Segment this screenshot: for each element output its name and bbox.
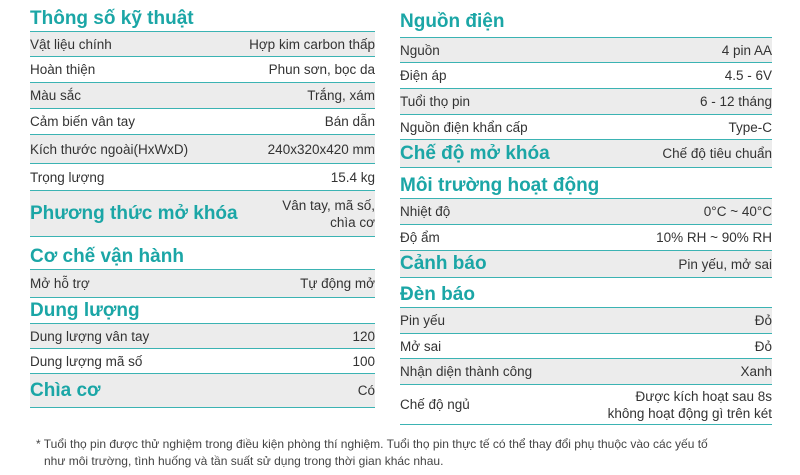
spec-value: 4 pin AA: [721, 42, 772, 58]
spec-label: Dung lượng mã số: [30, 353, 143, 369]
spec-row: [400, 38, 772, 63]
spec-label: Kích thước ngoài(HxWxD): [30, 141, 189, 157]
spec-label: Độ ẩm: [400, 230, 440, 245]
spec-value: Được kích hoạt sau 8s không hoạt động gì trên két: [607, 388, 772, 421]
section-title-power: Nguồn điện: [400, 6, 772, 38]
spec-column-right: [400, 6, 772, 425]
spec-value: 100: [352, 353, 375, 369]
spec-row: [400, 359, 772, 385]
spec-label: Mở hỗ trợ: [30, 276, 90, 291]
spec-value: 4.5 - 6V: [724, 68, 772, 83]
spec-value: Đỏ: [754, 313, 772, 328]
spec-value: Đỏ: [754, 338, 772, 354]
spec-row: [400, 334, 772, 359]
spec-label: Hoàn thiện: [30, 62, 96, 77]
spec-label: Chế độ ngủ: [400, 397, 470, 412]
spec-row: [30, 270, 375, 298]
spec-value: Trắng, xám: [307, 88, 375, 103]
spec-value: Tự động mở: [300, 276, 375, 291]
spec-value: 10% RH ~ 90% RH: [656, 230, 772, 245]
spec-label: Nhiệt độ: [400, 204, 451, 219]
spec-row: [30, 83, 375, 109]
spec-row: [30, 32, 375, 57]
unlock-mode-value: Chế độ tiêu chuẩn: [662, 146, 772, 161]
section-title-alert: Cảnh báo Pin yếu, mở sai: [400, 251, 772, 278]
unlock-method-value: Vân tay, mã số, chìa cơ: [282, 197, 375, 230]
section-title-key: Chìa cơ Có: [30, 374, 375, 408]
spec-value: Hợp kim carbon thấp: [249, 36, 375, 52]
key-value: Có: [357, 383, 375, 398]
spec-value: Type-C: [728, 119, 772, 135]
section-title-indicator: Đèn báo: [400, 278, 772, 308]
alert-value: Pin yếu, mở sai: [678, 256, 772, 272]
spec-label: Mở sai: [400, 338, 442, 354]
section-title-capacity: Dung lượng: [30, 298, 375, 324]
spec-label: Tuổi thọ pin: [400, 94, 471, 109]
spec-label: Pin yếu: [400, 313, 446, 328]
spec-column-left: [30, 6, 375, 408]
spec-label: Vật liệu chính: [30, 36, 112, 52]
spec-row: [30, 135, 375, 164]
spec-row: [400, 199, 772, 225]
spec-row: [400, 225, 772, 251]
footnote: * Tuổi thọ pin được thử nghiệm trong điều kiện phòng thí nghiệm. Tuổi thọ pin thực tế có thể thay đổi phụ thuộc vào các yếu tố như môi trường, tình huống và tần suất sử dụng trong thời gian khác nhau.: [36, 437, 708, 468]
spec-row: [30, 349, 375, 374]
spec-label: Nguồn: [400, 42, 440, 58]
spec-label: Điện áp: [400, 68, 447, 83]
spec-row: [30, 109, 375, 135]
section-title-environment: Môi trường hoạt động: [400, 168, 772, 199]
spec-label: Màu sắc: [30, 88, 82, 103]
spec-value: Bán dẫn: [324, 114, 375, 129]
spec-row: [30, 324, 375, 349]
spec-row: [400, 385, 772, 425]
spec-value: 120: [352, 328, 375, 344]
spec-label: Dung lượng vân tay: [30, 328, 150, 344]
spec-value: 240x320x420 mm: [267, 141, 375, 157]
spec-row: [30, 57, 375, 83]
spec-row: [400, 89, 772, 115]
section-title-unlock-mode: Chế độ mở khóa Chế độ tiêu chuẩn: [400, 140, 772, 168]
spec-row: [30, 164, 375, 191]
spec-row: [400, 308, 772, 334]
spec-label: Nguồn điện khẩn cấp: [400, 119, 528, 135]
spec-value: 0°C ~ 40°C: [703, 204, 772, 219]
spec-label: Cảm biến vân tay: [30, 114, 136, 129]
spec-row: [400, 63, 772, 89]
section-title-unlock-method: Phương thức mở khóa Vân tay, mã số, chìa cơ: [30, 191, 375, 237]
spec-value: Phun sơn, bọc da: [268, 62, 375, 77]
spec-label: Trọng lượng: [30, 169, 105, 185]
section-title-specs: Thông số kỹ thuật: [30, 6, 375, 32]
spec-value: 6 - 12 tháng: [699, 94, 772, 109]
spec-value: Xanh: [740, 364, 772, 379]
spec-row: [400, 115, 772, 140]
spec-label: Nhận diện thành công: [400, 364, 533, 379]
spec-value: 15.4 kg: [330, 169, 375, 185]
section-title-mechanism: Cơ chế vận hành: [30, 237, 375, 270]
